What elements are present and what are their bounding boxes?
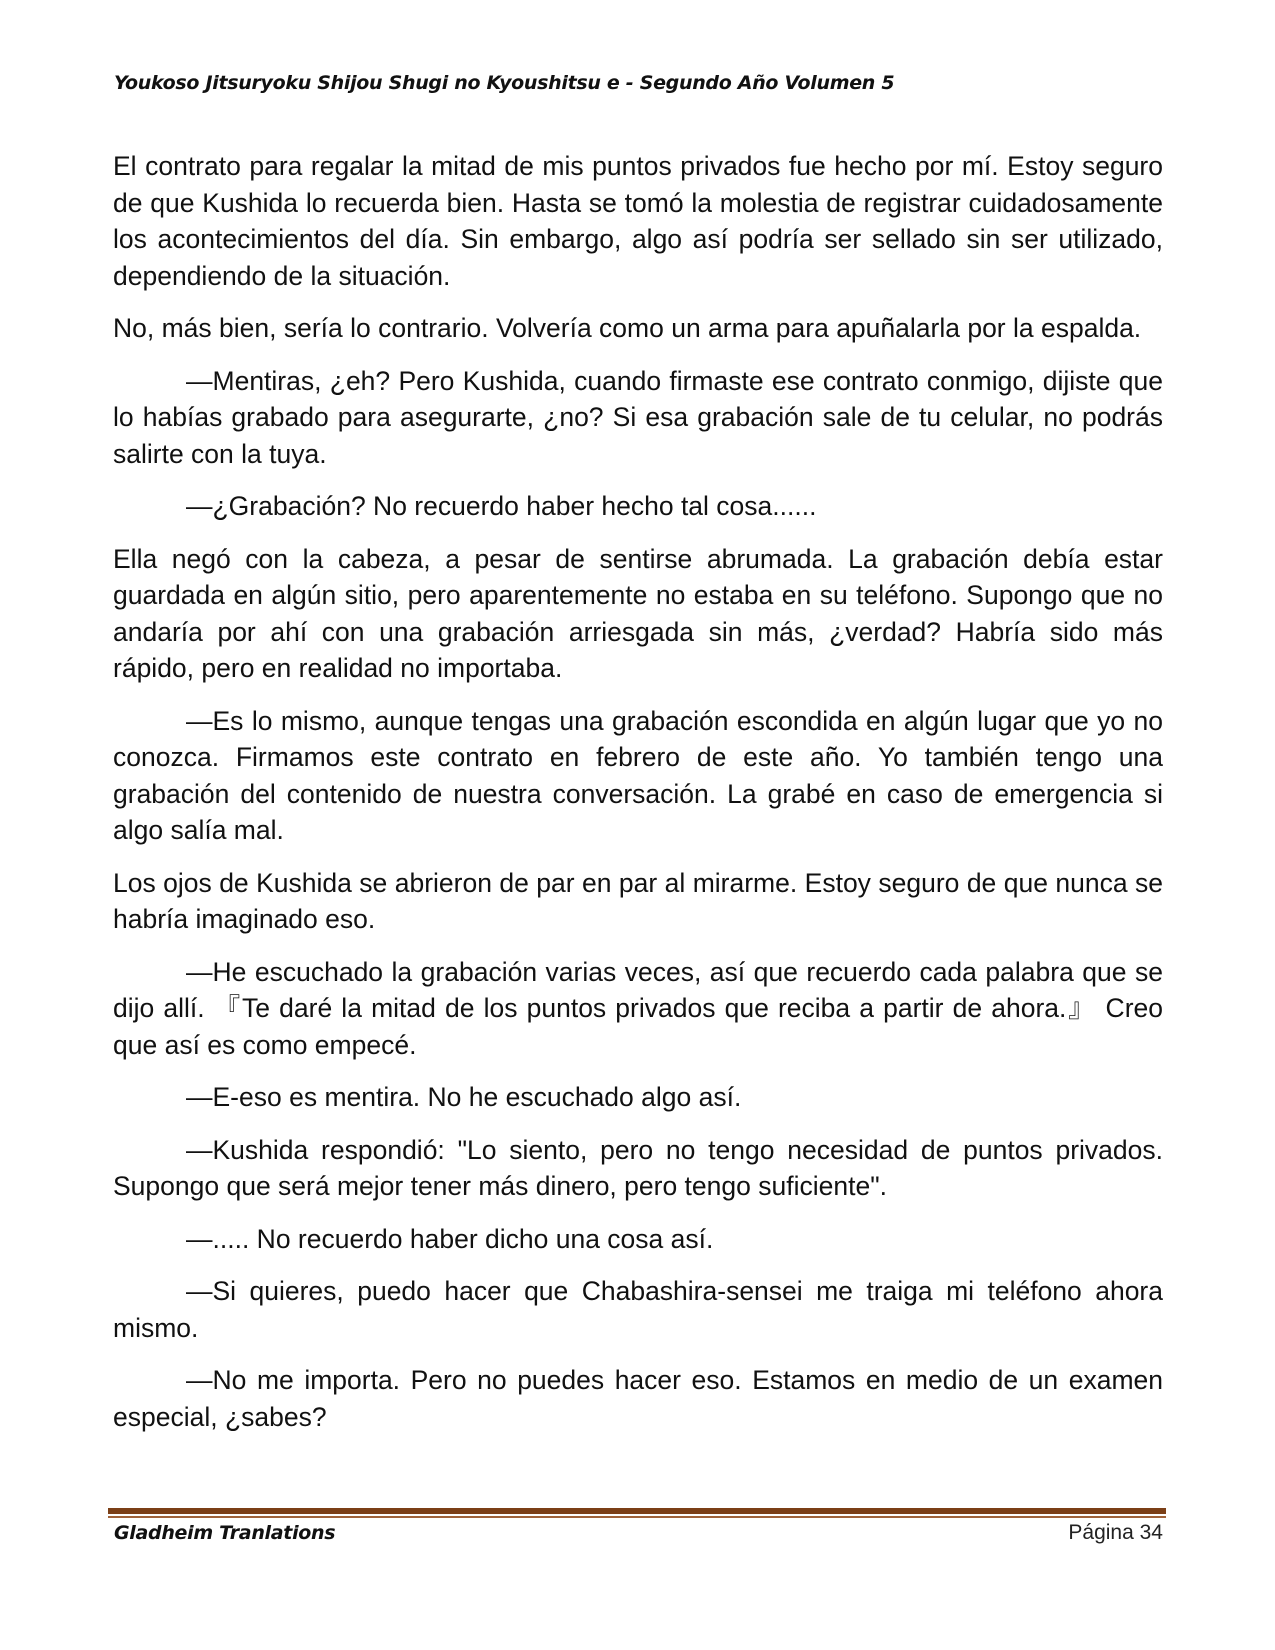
dialogue-paragraph: —Es lo mismo, aunque tengas una grabación escondida en algún lugar que yo no conozca. Firmamos este contrato en febrero de este año. Yo también tengo una grabación del contenido de nuestra conversación. La grabé en caso de emergencia si algo salía mal. [113,705,1163,845]
dialogue-paragraph: —¿Grabación? No recuerdo haber hecho tal cosa...... [186,491,817,521]
dialogue-paragraph: —He escuchado la grabación varias veces, así que recuerdo cada palabra que se dijo allí. 『Te daré la mitad de los puntos privados que reciba a partir de ahora.』 Creo que así es como empecé. [113,956,1163,1060]
page-number: Página 34 [1068,1521,1163,1544]
footer-divider [108,1508,1166,1518]
paragraph: Los ojos de Kushida se abrieron de par en par al mirarme. Estoy seguro de que nunca se habría imaginado eso. [113,867,1163,934]
dialogue-paragraph: —..... No recuerdo haber dicho una cosa así. [186,1223,714,1254]
running-header-title: Youkoso Jitsuryoku Shijou Shugi no Kyoushitsu e - Segundo Año Volumen 5 [114,72,895,94]
dialogue-paragraph: —No me importa. Pero no puedes hacer eso. Estamos en medio de un examen especial, ¿sabes? [113,1365,1163,1432]
paragraph: El contrato para regalar la mitad de mis puntos privados fue hecho por mí. Estoy seguro de que Kushida lo recuerda bien. Hasta se tomó la molestia de registrar cuidadosamente los acontecimientos del día. Sin embargo, algo así podría ser sellado sin ser utilizado, dependiendo de la situación. [113,151,1163,291]
dialogue-paragraph: —E-eso es mentira. No he escuchado algo así. [186,1082,742,1112]
footer-translator-credit: Gladheim Tranlations [114,1522,336,1544]
dialogue-paragraph: —Si quieres, puedo hacer que Chabashira-sensei me traiga mi teléfono ahora mismo. [113,1276,1163,1343]
dialogue-paragraph: —Mentiras, ¿eh? Pero Kushida, cuando firmaste ese contrato conmigo, dijiste que lo habías grabado para asegurarte, ¿no? Si esa grabación sale de tu celular, no podrás salirte con la tuya. [113,365,1163,469]
paragraph: Ella negó con la cabeza, a pesar de sentirse abrumada. La grabación debía estar guardada en algún sitio, pero aparentemente no estaba en su teléfono. Supongo que no andaría por ahí con una grabación arriesgada sin más, ¿verdad? Habría sido más rápido, pero en realidad no importaba. [113,543,1163,683]
paragraph: No, más bien, sería lo contrario. Volvería como un arma para apuñalarla por la espalda. [113,313,1142,343]
footer-divider-thin [108,1516,1166,1518]
dialogue-paragraph: —Kushida respondió: "Lo siento, pero no tengo necesidad de puntos privados. Supongo que será mejor tener más dinero, pero tengo suficiente". [113,1134,1163,1201]
page-body [113,148,1163,1451]
